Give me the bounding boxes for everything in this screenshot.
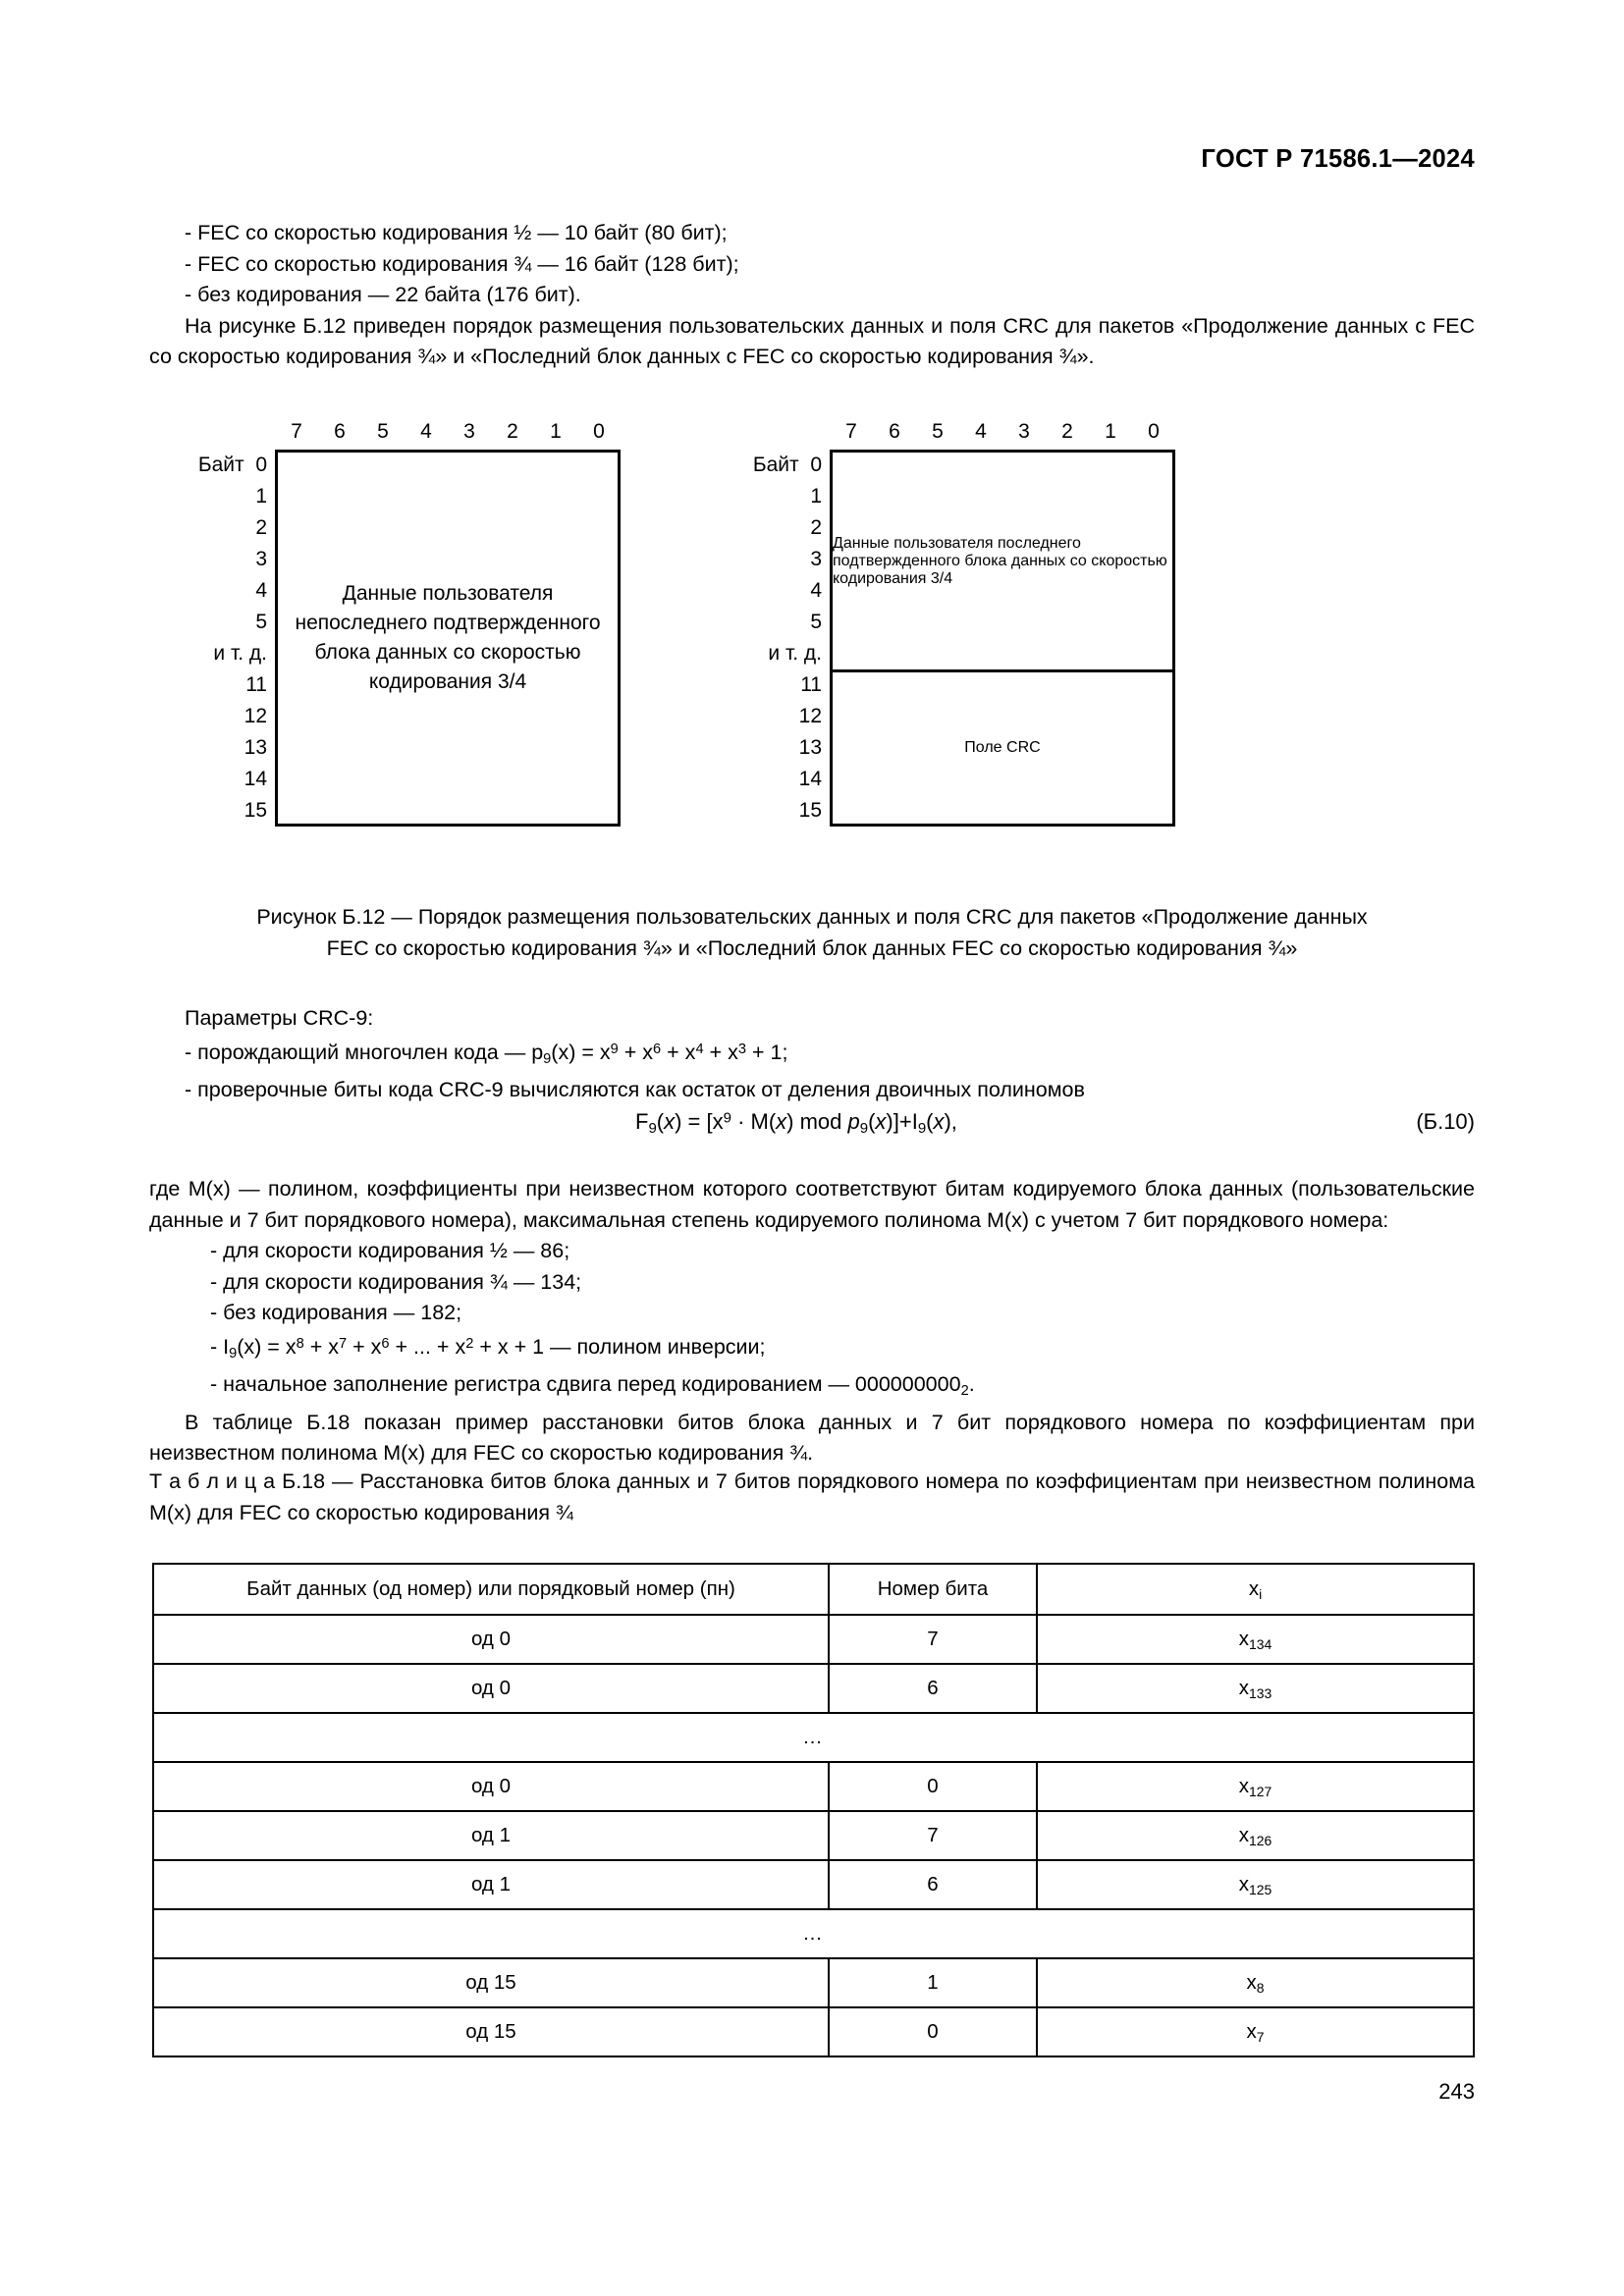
byte-axis-right	[707, 450, 830, 827]
user-data-box-left	[275, 450, 621, 827]
bit-label: 5	[377, 420, 389, 443]
crc-field-label: Поле CRC	[964, 739, 1041, 756]
bit-label: 1	[550, 420, 562, 443]
byte-row-label: 1	[810, 485, 822, 507]
cell-xi-subscript: 126	[1248, 1832, 1272, 1848]
cell-bit: 1	[829, 1958, 1037, 2007]
table-row	[153, 2007, 1474, 2056]
where-block	[149, 1174, 1475, 1469]
shift-register-bullet	[149, 1369, 1475, 1408]
formula-b10-number: (Б.10)	[1416, 1109, 1475, 1134]
cell-byte: од 15	[153, 2007, 829, 2056]
cell-byte: од 0	[153, 1615, 829, 1664]
byte-row-label: 2	[255, 516, 267, 539]
bit-label: 6	[334, 420, 346, 443]
table-header-row	[153, 1564, 1474, 1615]
shift-register-subscript: 2	[960, 1383, 969, 1400]
byte-row-label: 5	[810, 611, 822, 633]
user-data-box-left-label: Данные пользователя непоследнего подтвержденного блока данных со скоростью кодирования 3/4	[295, 582, 601, 693]
user-data-box-right-label: Данные пользователя последнего подтвержденного блока данных со скоростью кодирования 3/4	[833, 534, 1167, 587]
cell-xi: $x_8$	[1037, 1958, 1474, 2007]
bit-label: 5	[932, 420, 944, 443]
cell-bit: 6	[829, 1860, 1037, 1909]
intro-bullet-2: - FEC со скоростью кодирования ¾ — 16 байт (128 бит);	[185, 251, 739, 276]
byte-row-label: 12	[798, 705, 822, 727]
byte-row-label: 14	[798, 768, 822, 790]
cell-byte: од 1	[153, 1860, 829, 1909]
bit-label: 7	[845, 420, 857, 443]
cell-byte: од 1	[153, 1811, 829, 1860]
byte-row-label: 15	[244, 799, 267, 822]
figure-b12	[0, 420, 1624, 872]
cell-bit: 0	[829, 1762, 1037, 1811]
byte-axis-left	[152, 450, 275, 827]
cell-xi-subscript: 7	[1256, 2028, 1265, 2045]
byte-row-label: 5	[255, 611, 267, 633]
cell-xi-subscript: 127	[1248, 1783, 1272, 1799]
formula-b10-expression: $F_9(x) = [x^9 \cdot M(x)$ mod $p_9(x)]+I_9(x)$,	[635, 1109, 957, 1138]
bit-label: 4	[975, 420, 987, 443]
figure-caption-line1: Рисунок Б.12 — Порядок размещения пользовательских данных и поля CRC для пакетов «Продолжение данных	[256, 905, 1368, 929]
byte-row-label: 12	[244, 705, 267, 727]
table-ellipsis-row	[153, 1909, 1474, 1958]
byte-axis-title: Байт	[197, 454, 244, 476]
cell-byte: од 0	[153, 1664, 829, 1713]
cell-bit: 7	[829, 1811, 1037, 1860]
table-caption-prefix: Т а б л и ц а Б.18 —	[149, 1469, 360, 1493]
byte-row-label: 3	[810, 548, 822, 570]
byte-row-label: 4	[255, 579, 267, 602]
cell-ellipsis: …	[153, 1713, 1474, 1762]
cell-xi: $x_{125}$	[1037, 1860, 1474, 1909]
bit-label: 0	[593, 420, 605, 443]
byte-row-label: 15	[798, 799, 822, 822]
column-header-byte: Байт данных (од номер) или порядковый номер (пн)	[153, 1564, 829, 1615]
crc-checkbits-bullet: - проверочные биты кода CRC-9 вычисляются как остаток от деления двоичных полиномов	[185, 1078, 1085, 1102]
page-number: 243	[1438, 2079, 1475, 2104]
byte-row-label: 2	[810, 516, 822, 539]
cell-xi-subscript: 134	[1248, 1635, 1272, 1652]
bit-label: 1	[1105, 420, 1116, 443]
figure-caption	[149, 901, 1475, 964]
table-row	[153, 1958, 1474, 2007]
cell-byte: од 0	[153, 1762, 829, 1811]
byte-index: 0	[810, 454, 822, 476]
bit-label: 3	[463, 420, 475, 443]
table-row	[153, 1615, 1474, 1664]
crc-params-title: Параметры CRC-9:	[185, 1006, 374, 1030]
cell-xi-subscript: 125	[1248, 1881, 1272, 1897]
crc-generator-bullet: - порождающий многочлен кода — $p_9(x) = x^9 + x^6 + x^4 + x^3 + 1$;	[185, 1040, 788, 1067]
cell-bit: 6	[829, 1664, 1037, 1713]
table-row	[153, 1762, 1474, 1811]
upper-text-block	[149, 218, 1475, 373]
byte-row-label: 11	[245, 673, 267, 696]
byte-row-label: и т. д.	[768, 642, 822, 665]
degree-bullet-1: - для скорости кодирования ½ — 86;	[210, 1239, 570, 1262]
user-data-crc-box	[830, 450, 1175, 827]
cell-xi: $x_{127}$	[1037, 1762, 1474, 1811]
cell-bit: 7	[829, 1615, 1037, 1664]
cell-xi: $x_{126}$	[1037, 1811, 1474, 1860]
table-caption-text: Расстановка битов блока данных и 7 битов порядкового номера по коэффициентам при неизвестном полинома M(x) для FEC со скоростью кодирования ¾	[149, 1469, 1475, 1524]
column-header-xi	[1037, 1564, 1474, 1615]
degree-bullet-2: - для скорости кодирования ¾ — 134;	[210, 1269, 582, 1294]
byte-row-label: 4	[810, 579, 822, 602]
byte-row-label	[707, 450, 830, 481]
cell-byte: од 15	[153, 1958, 829, 2007]
table-row	[153, 1811, 1474, 1860]
inversion-tail: — полином инверсии;	[544, 1334, 766, 1359]
shift-register-suffix: .	[968, 1372, 975, 1397]
byte-row-label: 14	[244, 768, 267, 790]
table-b18	[152, 1563, 1475, 2057]
xi-base: x	[1248, 1576, 1260, 1600]
table-ellipsis-row	[153, 1713, 1474, 1762]
right-frame-wrap	[830, 450, 1175, 827]
shift-register-prefix: - начальное заполнение регистра сдвига перед кодированием — 000000000	[210, 1372, 961, 1397]
byte-row-label: 13	[244, 736, 267, 759]
byte-row-label	[152, 450, 275, 481]
degree-bullet-3: - без кодирования — 182;	[210, 1301, 462, 1324]
table-row	[153, 1664, 1474, 1713]
byte-row-label: 3	[255, 548, 267, 570]
byte-row-label: и т. д.	[213, 642, 267, 665]
cell-xi: $x_{134}$	[1037, 1615, 1474, 1664]
intro-bullet-1: - FEC со скоростью кодирования ½ — 10 байт (80 бит);	[185, 221, 728, 244]
bit-label: 2	[507, 420, 518, 443]
table-intro-paragraph: В таблице Б.18 показан пример расстановки битов блока данных и 7 бит порядкового номера по коэффициентам при неизвестном полинома M(x) для FEC со скоростью кодирования ¾.	[149, 1410, 1475, 1466]
cell-xi: $x_{133}$	[1037, 1664, 1474, 1713]
table-row	[153, 1860, 1474, 1909]
user-data-box-right	[833, 453, 1172, 672]
cell-xi: $x_7$	[1037, 2007, 1474, 2056]
bit-header-right	[830, 420, 1175, 444]
byte-row-label: 11	[800, 673, 822, 696]
intro-paragraph: На рисунке Б.12 приведен порядок размещения пользовательских данных и поля CRC для пакетов «Продолжение данных с FEC со скоростью кодирования ¾» и «Последний блок данных с FEC со скоростью кодирования ¾».	[149, 313, 1475, 368]
table-caption-block	[149, 1467, 1475, 1528]
table-caption	[149, 1467, 1475, 1528]
bit-label: 7	[291, 420, 302, 443]
figure-caption-line2: FEC со скоростью кодирования ¾» и «Последний блок данных FEC со скоростью кодирования ¾»	[326, 936, 1298, 960]
cell-xi-subscript: 133	[1248, 1684, 1272, 1701]
bit-label: 2	[1061, 420, 1073, 443]
inversion-polynomial-bullet: - $I_9(x) = x^8 + x^7 + x^6$ + ... + $x^2 + x + 1$ — полином инверсии;	[210, 1334, 766, 1362]
intro-bullet-3: - без кодирования — 22 байта (176 бит).	[185, 283, 581, 306]
byte-index: 0	[255, 454, 267, 476]
byte-row-label: 1	[255, 485, 267, 507]
byte-row-label: 13	[798, 736, 822, 759]
standard-header: ГОСТ Р 71586.1—2024	[1201, 145, 1475, 173]
crc-field-box	[833, 672, 1172, 824]
xi-subscript: i	[1259, 1585, 1263, 1602]
left-frame-wrap	[275, 450, 621, 827]
cell-ellipsis: …	[153, 1909, 1474, 1958]
where-paragraph: где M(x) — полином, коэффициенты при неизвестном которого соответствуют битам кодируемого блока данных (пользовательские данные и 7 бит порядкового номера), максимальная степень кодируемого полинома M(x) с учетом 7 бит порядкового номера:	[149, 1177, 1475, 1232]
cell-xi-subscript: 8	[1256, 1979, 1265, 1996]
bit-label: 4	[420, 420, 432, 443]
crc-params-block	[149, 1003, 1475, 1106]
byte-axis-title: Байт	[752, 454, 799, 476]
bit-header-left	[275, 420, 621, 444]
bit-label: 3	[1018, 420, 1030, 443]
bit-label: 6	[889, 420, 900, 443]
bit-label: 0	[1148, 420, 1160, 443]
column-header-bit: Номер бита	[829, 1564, 1037, 1615]
cell-bit: 0	[829, 2007, 1037, 2056]
